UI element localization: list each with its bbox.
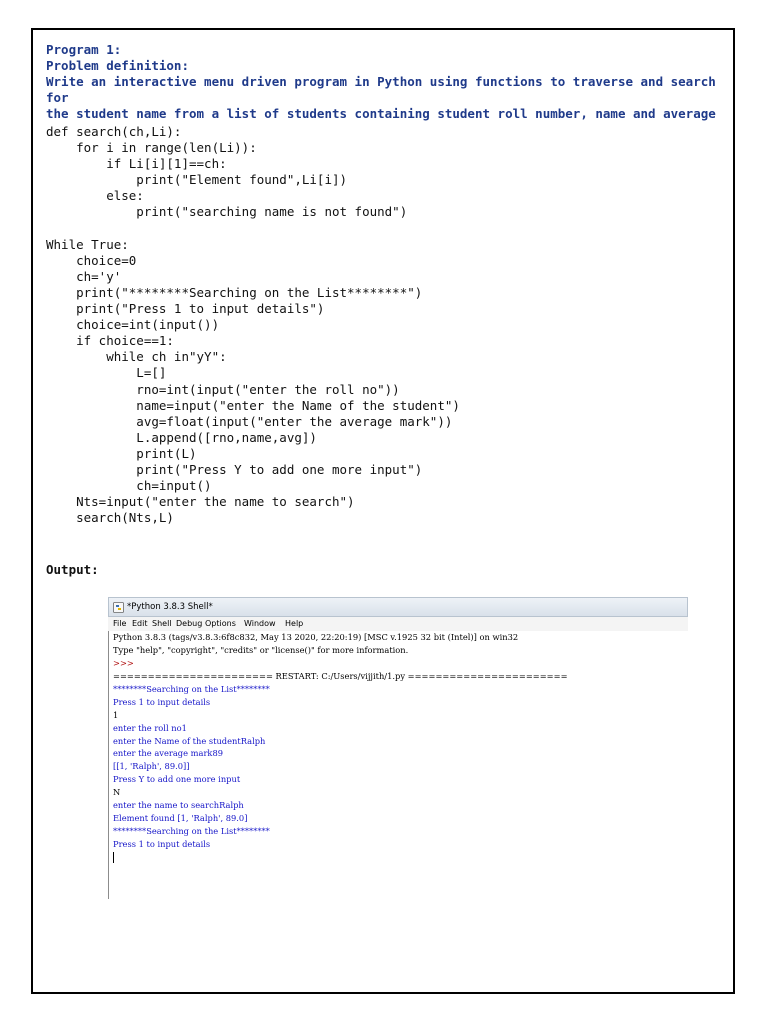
code-line: print("********Searching on the List********") xyxy=(46,284,423,300)
shell-output-line: [[1, 'Ralph', 89.0]] xyxy=(113,761,190,772)
code-line: choice=int(input()) xyxy=(46,317,220,333)
shell-output-line: Python 3.8.3 (tags/v3.8.3:6f8c832, May 13 2020, 22:20:19) [MSC v.1925 32 bit (Intel)] on win32 xyxy=(113,632,519,642)
shell-menubar xyxy=(108,617,688,632)
document-header xyxy=(46,42,726,122)
shell-output-line: N xyxy=(113,787,121,798)
python-shell-window xyxy=(108,597,688,899)
shell-output-line: enter the roll no1 xyxy=(113,722,187,733)
code-line: name=input("enter the Name of the student") xyxy=(46,397,460,413)
shell-titlebar[interactable] xyxy=(108,597,688,617)
menu-file[interactable]: File xyxy=(113,619,127,628)
shell-output-line: Element found [1, 'Ralph', 89.0] xyxy=(113,813,248,824)
code-line: L.append([rno,name,avg]) xyxy=(46,429,317,445)
shell-output-area[interactable] xyxy=(108,631,688,899)
menu-debug[interactable]: Debug xyxy=(176,619,203,628)
program-title: Program 1: xyxy=(46,42,122,57)
shell-output-line: >>> xyxy=(113,657,134,668)
code-line: ch='y' xyxy=(46,268,122,284)
code-line: for i in range(len(Li)): xyxy=(46,140,257,156)
code-line: L=[] xyxy=(46,365,167,381)
problem-text-line1: Write an interactive menu driven program in Python using functions to traverse and search for xyxy=(46,74,724,105)
shell-output-line: Type "help", "copyright", "credits" or "license()" for more information. xyxy=(113,644,409,655)
shell-output-line: ********Searching on the List******** xyxy=(113,683,270,694)
menu-options[interactable]: Options xyxy=(205,619,236,628)
code-line: avg=float(input("enter the average mark")) xyxy=(46,413,453,429)
code-line: if Li[i][1]==ch: xyxy=(46,156,227,172)
code-line: Nts=input("enter the name to search") xyxy=(46,494,355,510)
code-line: print("searching name is not found") xyxy=(46,204,408,220)
menu-window[interactable]: Window xyxy=(244,619,276,628)
shell-output-line: 1 xyxy=(113,709,119,720)
text-cursor xyxy=(113,852,114,863)
code-line: def search(ch,Li): xyxy=(46,124,182,139)
code-line: While True: xyxy=(46,236,129,252)
shell-output-line: Press Y to add one more input xyxy=(113,774,241,785)
code-line: print("Element found",Li[i]) xyxy=(46,172,348,188)
shell-output-line: enter the Name of the studentRalph xyxy=(113,735,266,746)
shell-output-line: ======================= RESTART: C:/Users/vijjith/1.py ======================= xyxy=(113,670,568,681)
code-block xyxy=(46,124,460,526)
python-shell-icon xyxy=(113,602,124,613)
problem-text-line2: the student name from a list of students containing student roll number, name and average xyxy=(46,106,716,121)
menu-shell[interactable]: Shell xyxy=(152,619,172,628)
code-line: choice=0 xyxy=(46,252,137,268)
code-line: print(L) xyxy=(46,445,197,461)
problem-label: Problem definition: xyxy=(46,58,189,73)
code-line xyxy=(46,221,460,237)
shell-title: *Python 3.8.3 Shell* xyxy=(127,602,213,612)
shell-input-line[interactable] xyxy=(109,851,688,864)
code-line: print("Press Y to add one more input") xyxy=(46,461,423,477)
code-line: print("Press 1 to input details") xyxy=(46,301,325,317)
shell-output-line: Press 1 to input details xyxy=(113,839,211,849)
output-label: Output: xyxy=(46,562,99,577)
code-line: else: xyxy=(46,188,144,204)
code-line: if choice==1: xyxy=(46,333,174,349)
code-line: ch=input() xyxy=(46,478,212,494)
code-line: while ch in"yY": xyxy=(46,349,227,365)
shell-output-line: enter the average mark89 xyxy=(113,748,224,759)
shell-output-line: ********Searching on the List******** xyxy=(113,826,270,837)
shell-output-line: enter the name to searchRalph xyxy=(113,800,244,811)
code-line: rno=int(input("enter the roll no")) xyxy=(46,381,400,397)
menu-edit[interactable]: Edit xyxy=(132,619,148,628)
menu-help[interactable]: Help xyxy=(285,619,304,628)
code-line: search(Nts,L) xyxy=(46,510,174,526)
shell-output-line: Press 1 to input details xyxy=(113,696,211,707)
